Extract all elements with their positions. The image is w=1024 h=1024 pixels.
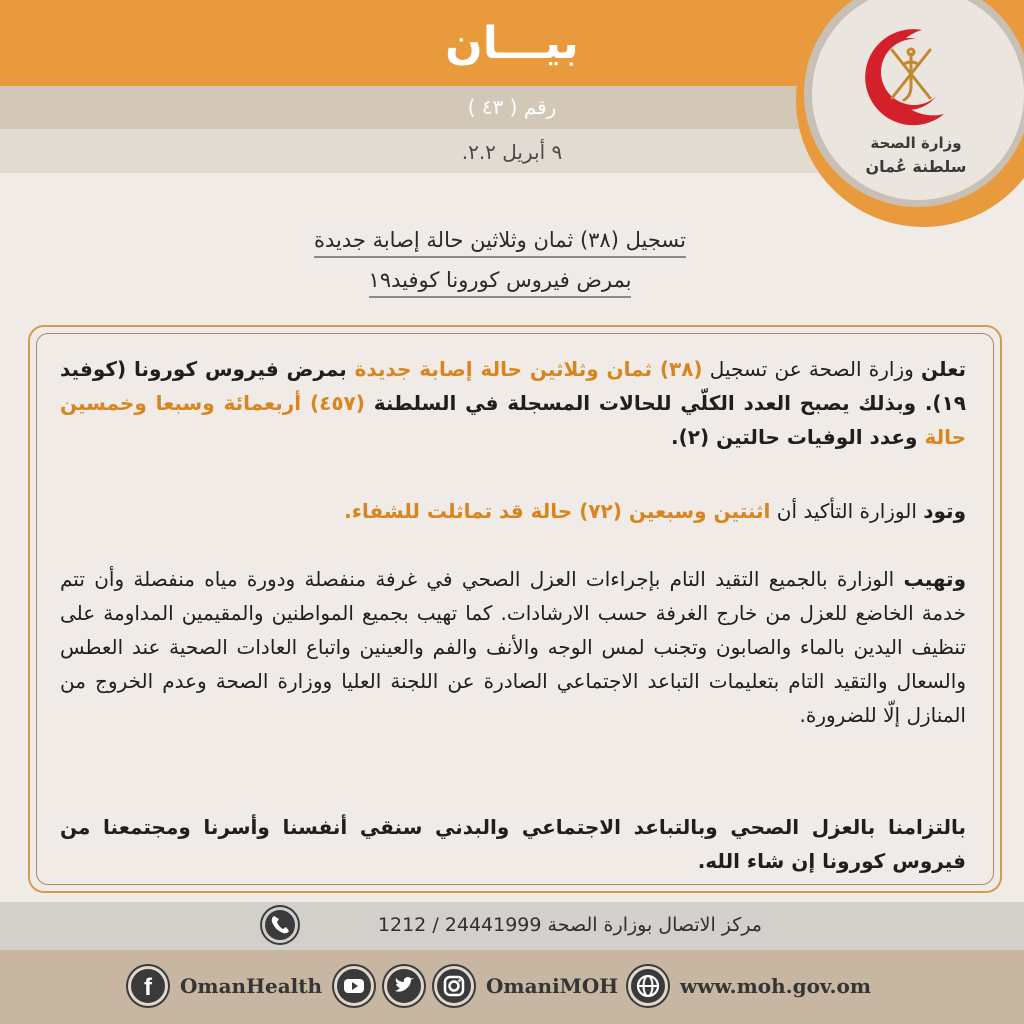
headline-line-1: تسجيل (٣٨) ثمان وثلاثين حالة إصابة جديدة	[240, 228, 760, 252]
paragraph-closing: بالتزامنا بالعزل الصحي وبالتباعد الاجتماعي والبدني سنقي أنفسنا وأسرنا ومجتمعنا من فيروس كورونا إن شاء الله.	[60, 815, 966, 873]
facebook-handle-link[interactable]: OmanHealth	[180, 974, 323, 998]
statement-date: ٩ أبريل ٢.٢.	[461, 140, 563, 164]
globe-icon[interactable]	[628, 966, 668, 1006]
statement-number: رقم ( ٤٣ )	[467, 95, 557, 119]
statement-title: بيـــان	[445, 18, 579, 69]
logo-ministry-name: وزارة الصحة	[870, 134, 962, 152]
headline-line-2: بمرض فيروس كورونا كوفيد١٩	[240, 268, 760, 292]
contact-center-text: مركز الاتصال بوزارة الصحة 24441999 / 1212	[377, 914, 762, 936]
paragraph-new-cases: تعلن وزارة الصحة عن تسجيل (٣٨) ثمان وثلاثين حالة إصابة جديدة بمرض فيروس كورونا (كوفيد ١٩). وبذلك يصبح العدد الكلّي للحالات المسجلة في السلطنة (٤٥٧) أربعمائة وسبعا وخمسين حالة وعدد الوفيات حالتين (٢).	[60, 357, 966, 449]
paragraph-guidance: وتهيب الوزارة بالجميع التقيد التام بإجراءات العزل الصحي في غرفة منفصلة ودورة مياه منفصلة وأن تتم خدمة الخاضع للعزل من خارج الغرفة حسب الارشادات. كما تهيب بجميع المواطنين والمقيمين المداومة على تنظيف اليدين بالماء والصابون وتجنب لمس الوجه والأنف والفم والعينين واتباع العادات الصحية عند العطس والسعال والتقيد التام بتعليمات التباعد الاجتماعي الصادرة عن اللجنة العليا ووزارة الصحة وعدم الخروج من المنازل إلّا للضرورة.	[60, 567, 966, 727]
facebook-icon[interactable]	[128, 966, 168, 1006]
phone-icon[interactable]	[262, 907, 298, 943]
twitter-icon[interactable]	[384, 966, 424, 1006]
svg-text:f: f	[144, 974, 152, 1001]
website-link[interactable]: www.moh.gov.om	[680, 974, 872, 998]
paragraph-recoveries: وتود الوزارة التأكيد أن اثنتين وسبعين (٧٢) حالة قد تماثلت للشفاء.	[344, 499, 966, 523]
youtube-icon[interactable]	[334, 966, 374, 1006]
instagram-icon[interactable]	[434, 966, 474, 1006]
omanimoh-handle-link[interactable]: OmaniMOH	[486, 974, 619, 998]
logo-country-name: سلطنة عُمان	[865, 157, 967, 176]
